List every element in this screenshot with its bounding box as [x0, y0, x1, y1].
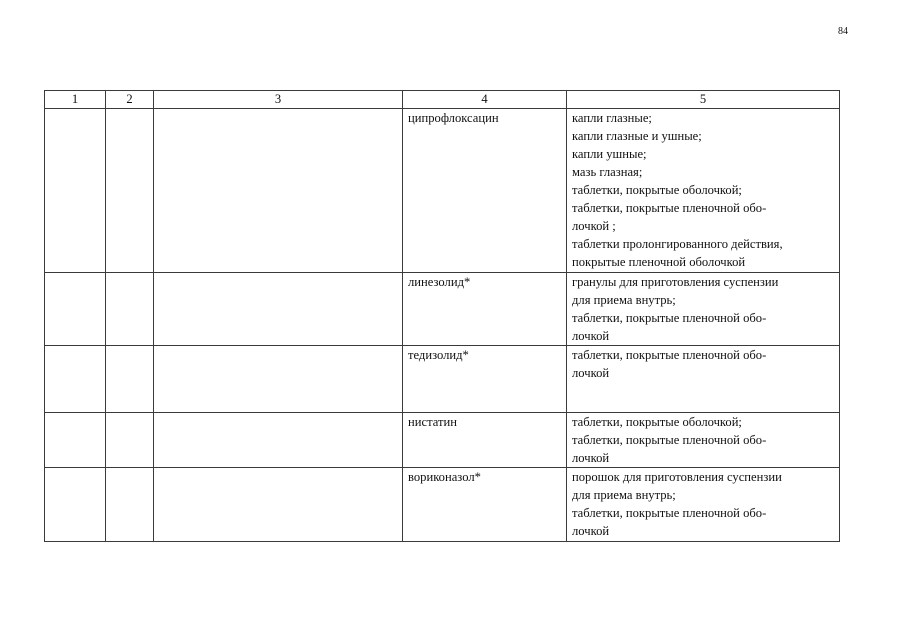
dosage-form-line: капли глазные и ушные;: [572, 129, 702, 143]
table-header-row: [45, 91, 840, 109]
table-cell-col3: [154, 346, 403, 413]
table-cell-col3: [154, 468, 403, 542]
table-row: [45, 346, 840, 413]
dosage-forms-cell: [567, 413, 840, 468]
column-header-4: 4: [403, 91, 567, 109]
page-number: 84: [838, 26, 848, 37]
dosage-form-line: лочкой ;: [572, 219, 616, 233]
dosage-form-line: таблетки, покрытые пленочной обо-: [572, 506, 767, 520]
column-header-5: 5: [567, 91, 840, 109]
table-cell-col2: [106, 273, 154, 346]
table-row: [45, 468, 840, 542]
dosage-form-line: для приема внутрь;: [572, 293, 676, 307]
dosage-form-line: лочкой: [572, 329, 610, 343]
dosage-form-line: таблетки, покрытые пленочной обо-: [572, 433, 767, 447]
table-row: [45, 109, 840, 273]
dosage-form-line: лочкой: [572, 366, 610, 380]
dosage-forms-cell: [567, 346, 840, 413]
dosage-form-line: для приема внутрь;: [572, 488, 676, 502]
dosage-form-line: лочкой: [572, 451, 610, 465]
dosage-form-line: покрытые пленочной оболочкой: [572, 255, 746, 269]
table-cell-col2: [106, 109, 154, 273]
drug-name-cell: нистатин: [403, 413, 567, 468]
table-cell-col3: [154, 273, 403, 346]
column-header-1: 1: [45, 91, 106, 109]
table-cell-col1: [45, 413, 106, 468]
table-row: [45, 413, 840, 468]
dosage-form-line: гранулы для приготовления суспензии: [572, 275, 779, 289]
dosage-form-line: таблетки, покрытые оболочкой;: [572, 183, 742, 197]
column-header-3: 3: [154, 91, 403, 109]
table-cell-col3: [154, 413, 403, 468]
table-body: [45, 109, 840, 542]
table-row: [45, 273, 840, 346]
drug-name-cell: тедизолид*: [403, 346, 567, 413]
table-cell-col2: [106, 413, 154, 468]
table-cell-col1: [45, 109, 106, 273]
dosage-form-line: таблетки, покрытые пленочной обо-: [572, 201, 767, 215]
dosage-forms-cell: [567, 273, 840, 346]
drug-name-cell: вориконазол*: [403, 468, 567, 542]
dosage-form-line: порошок для приготовления суспензии: [572, 470, 782, 484]
drug-name-cell: линезолид*: [403, 273, 567, 346]
drug-table: [44, 90, 840, 542]
drug-name-cell: ципрофлоксацин: [403, 109, 567, 273]
table-cell-col1: [45, 346, 106, 413]
dosage-form-line: таблетки пролонгированного действия,: [572, 237, 783, 251]
table-cell-col2: [106, 468, 154, 542]
dosage-form-line: таблетки, покрытые пленочной обо-: [572, 348, 767, 362]
dosage-form-line: капли глазные;: [572, 111, 652, 125]
table-cell-col1: [45, 273, 106, 346]
dosage-forms-cell: [567, 109, 840, 273]
column-header-2: 2: [106, 91, 154, 109]
dosage-form-line: лочкой: [572, 524, 610, 538]
table-cell-col3: [154, 109, 403, 273]
table-cell-col1: [45, 468, 106, 542]
dosage-form-line: мазь глазная;: [572, 165, 643, 179]
dosage-form-line: таблетки, покрытые оболочкой;: [572, 415, 742, 429]
dosage-form-line: капли ушные;: [572, 147, 647, 161]
dosage-form-line: таблетки, покрытые пленочной обо-: [572, 311, 767, 325]
table-cell-col2: [106, 346, 154, 413]
dosage-forms-cell: [567, 468, 840, 542]
